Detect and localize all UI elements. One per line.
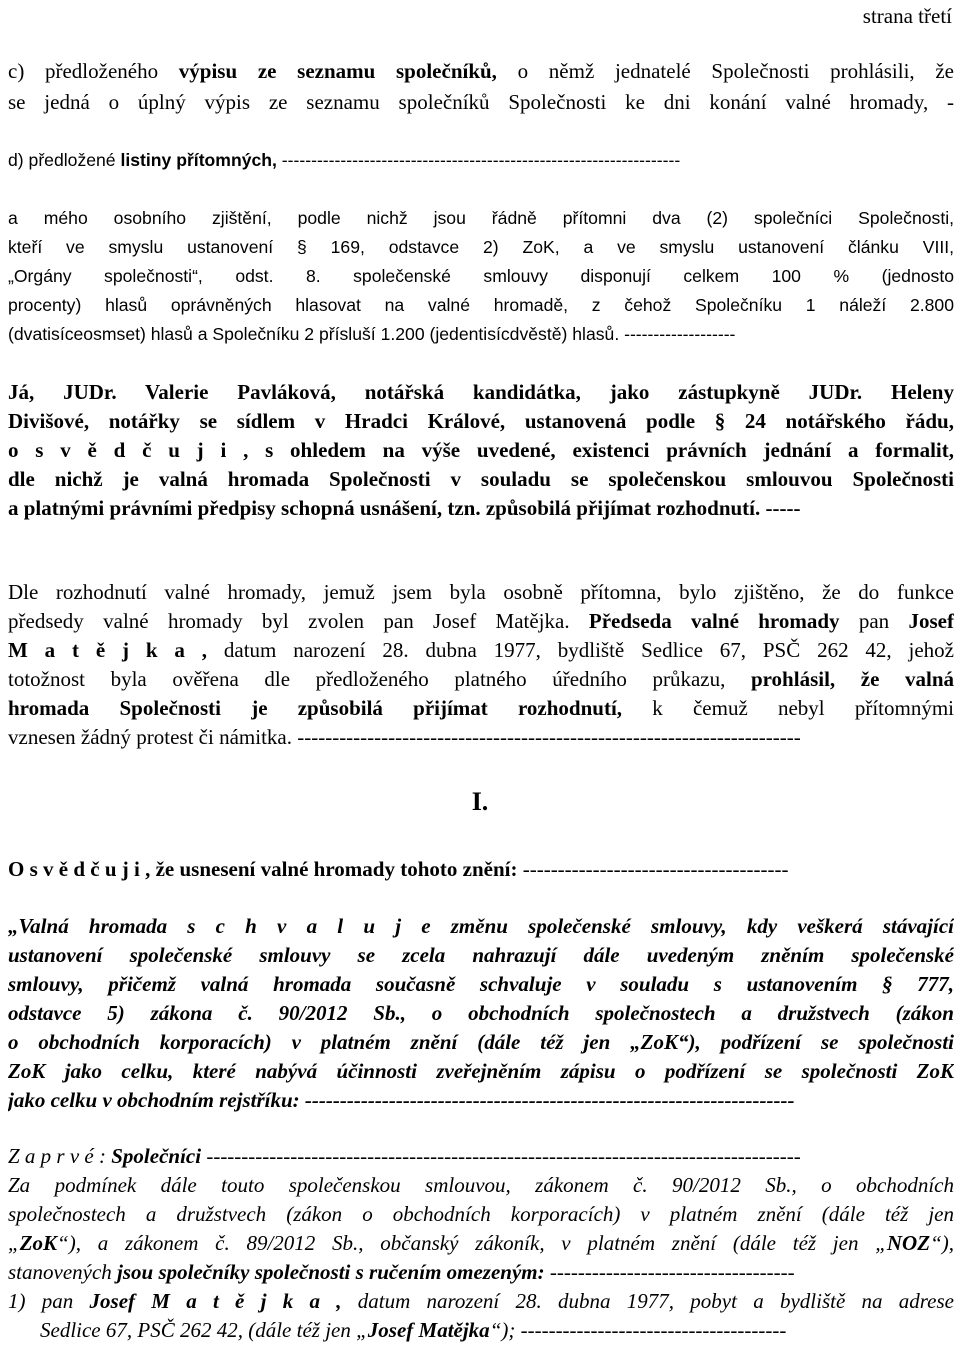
para2-line-2: Divišové, notářky se sídlem v Hradci Králové, ustanovená podle § 24 notářského řádu, xyxy=(8,409,954,433)
emphasis: Josef Matějka xyxy=(367,1318,490,1342)
emphasis: M a t ě j k a , xyxy=(8,638,208,662)
first-line-4: „ZoK“), a zákonem č. 89/2012 Sb., občanský zákoník, v platném znění (dále též jen „NOZ“), xyxy=(8,1231,954,1255)
emphasis: prohlásil, že valná xyxy=(750,667,954,691)
item-d: d) předložené listiny přítomných, -------------------------------------------------------------------- xyxy=(8,150,681,170)
first-line-3: společnostech a družstvech (zákon o obchodních korporacích) v platném znění (dále též jen xyxy=(8,1202,954,1226)
para3-line-5: hromada Společnosti je způsobilá přijímat rozhodnutí, k čemuž nebyl přítomnými xyxy=(8,696,954,720)
para3-line-2: předsedy valné hromady byl zvolen pan Josef Matějka. Předseda valné hromady pan Josef xyxy=(8,609,954,633)
first-line-6: 1) pan Josef M a t ě j k a , datum narození 28. dubna 1977, pobyt a bydliště na adrese xyxy=(8,1289,954,1313)
first-line-2: Za podmínek dále touto společenskou smlouvou, zákonem č. 90/2012 Sb., o obchodních xyxy=(8,1173,954,1197)
para1-line-1: a mého osobního zjištění, podle nichž jsou řádně přítomni dva (2) společníci Společnosti, xyxy=(8,208,954,228)
resolution-line-1: „Valná hromada s c h v a l u j e změnu společenské smlouvy, kdy veškerá stávající xyxy=(8,914,954,938)
emphasis: Josef M a t ě j k a , xyxy=(89,1289,342,1313)
emphasis: Předseda valné hromady xyxy=(588,609,840,633)
para3-line-3: M a t ě j k a , datum narození 28. dubna 1977, bydliště Sedlice 67, PSČ 262 42, jehož xyxy=(8,638,954,662)
emphasis: listiny přítomných, xyxy=(120,150,277,170)
para3-line-1: Dle rozhodnutí valné hromady, jemuž jsem byla osobně přítomna, bylo zjištěno, že do funkce xyxy=(8,580,954,604)
resolution-line-7: jako celku v obchodním rejstříku: ---------------------------------------------------------------------- xyxy=(8,1088,795,1112)
para1-line-3: „Orgány společnosti“, odst. 8. společenské smlouvy disponují celkem 100 % (jednosto xyxy=(8,266,954,286)
para3-line-6: vznesen žádný protest či námitka. ------------------------------------------------------------------------ xyxy=(8,725,801,749)
certification-line: O s v ě d č u j i , že usnesení valné hromady tohoto znění: -------------------------------------- xyxy=(8,857,789,881)
para1-line-4: procenty) hlasů oprávněných hlasovat na valné hromadě, z čehož Společníku 1 náleží 2.800 xyxy=(8,295,954,315)
emphasis: ZoK xyxy=(19,1231,58,1255)
emphasis: hromada Společnosti je způsobilá přijímat rozhodnutí, xyxy=(8,696,623,720)
item-c-line-1: c) předloženého výpisu ze seznamu společníků, o němž jednatelé Společnosti prohlásili, že xyxy=(8,59,954,83)
page-header: strana třetí xyxy=(862,4,952,28)
para3-line-4: totožnost byla ověřena dle předloženého platného úředního průkazu, prohlásil, že valná xyxy=(8,667,954,691)
first-line-1: Z a p r v é : Společníci ------------------------------------------------------------------------------------- xyxy=(8,1144,801,1168)
para2-line-3: o s v ě d č u j i , s ohledem na výše uvedené, existenci právních jednání a formalit, xyxy=(8,438,954,462)
resolution-line-2: ustanovení společenské smlouvy se zcela nahrazují dále uvedeným zněním společenské xyxy=(8,943,954,967)
emphasis: Josef xyxy=(908,609,954,633)
resolution-line-4: odstavce 5) zákona č. 90/2012 Sb., o obchodních společnostech a družstvech (zákon xyxy=(8,1001,954,1025)
item-c-line-2: se jedná o úplný výpis ze seznamu společníků Společnosti ke dni konání valné hromady, - xyxy=(8,90,954,114)
emphasis: jsou společníky společnosti s ručením omezeným: xyxy=(117,1260,545,1284)
para1-line-2: kteří ve smyslu ustanovení § 169, odstavce 2) ZoK, a ve smyslu ustanovení článku VIII, xyxy=(8,237,954,257)
resolution-line-3: smlouvy, přičemž valná hromada současně schvaluje v souladu s ustanovením § 777, xyxy=(8,972,954,996)
emphasis: výpisu ze seznamu společníků, xyxy=(178,59,497,83)
para1-line-5: (dvatisíceosmset) hlasů a Společníku 2 přísluší 1.200 (jedentisícdvěstě) hlasů. ------------------- xyxy=(8,324,736,344)
first-line-5: stanovených jsou společníky společnosti s ručením omezeným: ----------------------------------- xyxy=(8,1260,795,1284)
para2-line-1: Já, JUDr. Valerie Pavláková, notářská kandidátka, jako zástupkyně JUDr. Heleny xyxy=(8,380,954,404)
section-title: I. xyxy=(471,787,489,816)
resolution-line-5: o obchodních korporacích) v platném znění (dále též jen „ZoK“), podřízení se společnosti xyxy=(8,1030,954,1054)
first-line-7: Sedlice 67, PSČ 262 42, (dále též jen „Josef Matějka“); -------------------------------------- xyxy=(40,1318,787,1342)
para2-line-5: a platnými právními předpisy schopná usnášení, tzn. způsobilá přijímat rozhodnutí. ----- xyxy=(8,496,801,520)
resolution-line-6: ZoK jako celku, které nabývá účinnosti zveřejněním zápisu o podřízení se společnosti ZoK xyxy=(8,1059,954,1083)
emphasis: Společníci xyxy=(111,1144,202,1168)
emphasis: NOZ xyxy=(886,1231,931,1255)
para2-line-4: dle nichž je valná hromada Společnosti v souladu se společenskou smlouvou Společnosti xyxy=(8,467,954,491)
